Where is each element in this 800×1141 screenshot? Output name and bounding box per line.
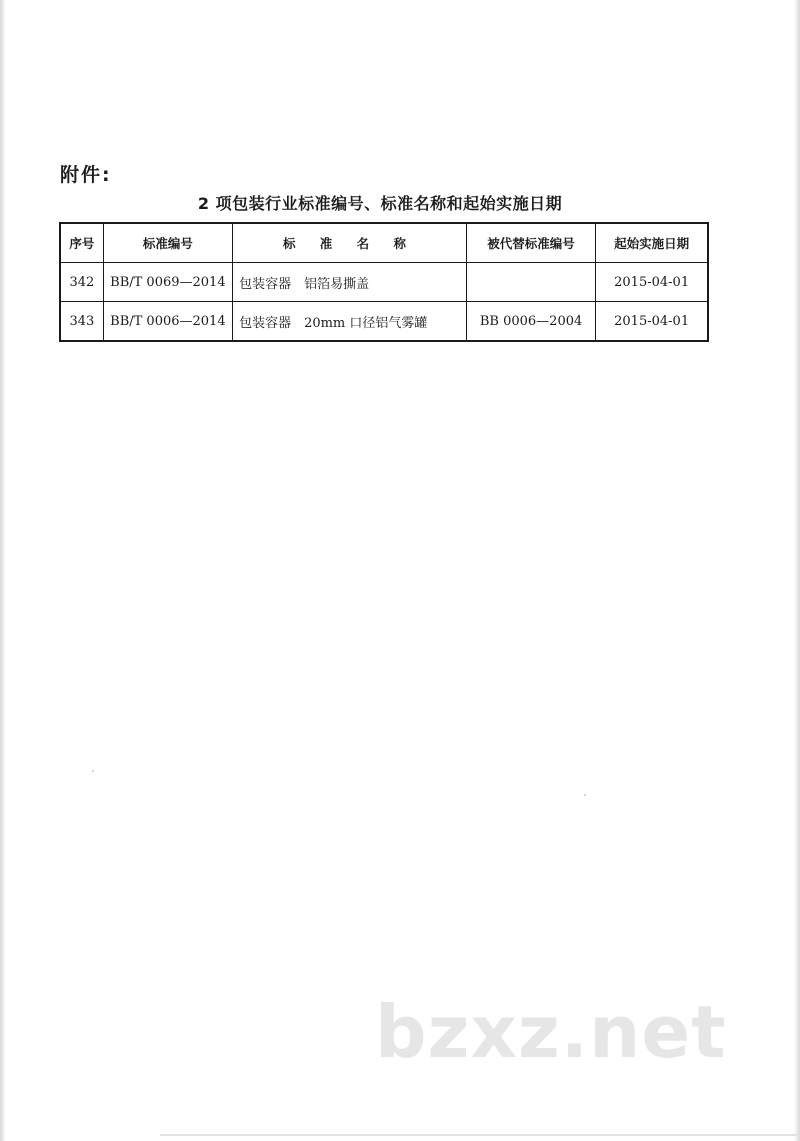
row-replaced: BB 0006—2004: [466, 302, 595, 342]
header-seq: 序号: [60, 223, 103, 263]
header-date: 起始实施日期: [596, 223, 708, 263]
standards-table: [59, 222, 709, 342]
table-header-row: [60, 223, 708, 263]
row-name: 包装容器 铝箔易撕盖: [233, 263, 467, 302]
row-code: BB/T 0006—2014: [103, 302, 232, 342]
watermark-logo: bzxz.net: [375, 990, 727, 1074]
row-name: 包装容器 20mm 口径铝气雾罐: [233, 302, 467, 342]
table-row: [60, 302, 708, 342]
scan-edge-left: [0, 0, 6, 1141]
table-row: [60, 263, 708, 302]
header-code: 标准编号: [103, 223, 232, 263]
scan-edge-right: [794, 0, 800, 1141]
row-date: 2015-04-01: [596, 263, 708, 302]
scan-speck: [584, 794, 586, 796]
header-replaced: 被代替标准编号: [466, 223, 595, 263]
document-title: 2 项包装行业标准编号、标准名称和起始实施日期: [197, 194, 563, 213]
row-code: BB/T 0069—2014: [103, 263, 232, 302]
row-seq: 342: [60, 263, 103, 302]
scan-speck: [92, 770, 94, 772]
row-date: 2015-04-01: [596, 302, 708, 342]
attachment-label: 附件:: [60, 164, 112, 186]
row-replaced: [466, 263, 595, 302]
header-name-text: 标 准 名 称: [282, 236, 416, 251]
row-seq: 343: [60, 302, 103, 342]
scan-bottom-edge: [160, 1134, 800, 1136]
header-name: [233, 223, 467, 263]
